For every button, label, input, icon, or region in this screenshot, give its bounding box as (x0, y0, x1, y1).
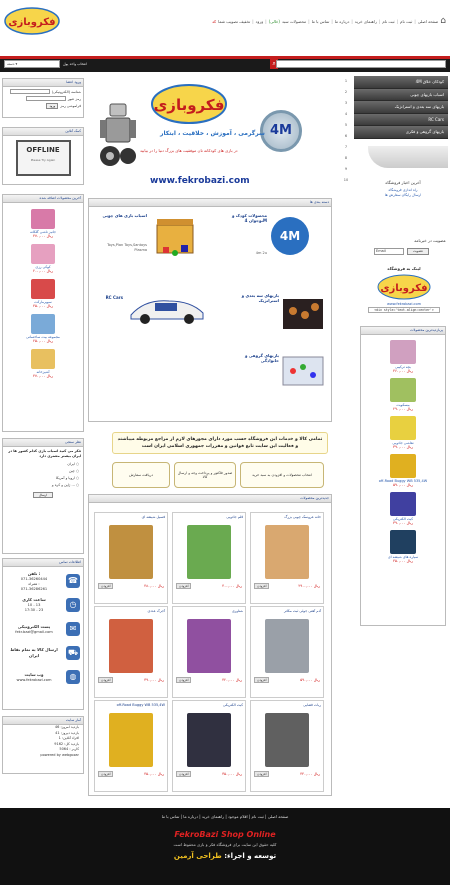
add-to-cart-button[interactable]: افزودن (254, 677, 269, 683)
product-price: ۴۵۰,۰۰۰ ریال (393, 559, 413, 563)
num: 6 (344, 134, 348, 138)
product-name[interactable]: سیاره های شیشه ای (387, 555, 419, 559)
hours-morning: 10 - 13 (27, 603, 41, 607)
top-navigation: ⌂ صفحه اصلی | ثبت نام | ثبت نام | راهنمای خرید | درباره ما | تماس با ما | محصولات سبد (خالی) | ورود | تخفیف تصویب شما کد (212, 16, 446, 26)
product-image[interactable] (187, 619, 231, 673)
product-image[interactable] (187, 713, 231, 767)
support-title: کمک آنلاین (3, 128, 83, 136)
designer-name: طراحی آرمین (173, 852, 222, 860)
product-price: ۲۹۰,۰۰۰ ریال (393, 407, 413, 411)
stats-box (2, 716, 84, 774)
robot-toy-image (98, 100, 138, 170)
board-game-image (281, 351, 325, 391)
list-item[interactable] (361, 454, 445, 487)
product-card[interactable] (94, 512, 168, 604)
product-price: ۳۹۰,۰۰۰ ریال (393, 445, 413, 449)
nav-contact[interactable]: تماس با ما (311, 18, 330, 24)
offline-subtext: Please Try Again (30, 158, 56, 162)
wooden-toy-image (153, 217, 197, 257)
product-price: ۳۵۰,۰۰۰ ریال (222, 772, 242, 776)
category-title[interactable]: بازیهای گروهی و خانوادگی (244, 353, 279, 363)
store-logo[interactable] (376, 273, 432, 301)
latest-products-box (2, 194, 84, 432)
product-card[interactable] (94, 606, 168, 698)
nav-code: کد (212, 18, 217, 24)
product-name[interactable]: نقاشی جادویی (392, 441, 414, 445)
site-logo[interactable] (4, 6, 60, 36)
step-receive-order (112, 462, 170, 488)
home-icon[interactable]: ⌂ (440, 16, 446, 26)
product-price: ۲۰۰,۰۰۰ ریال (33, 269, 53, 273)
category-title[interactable]: اسباب بازی های چوبی (102, 213, 147, 218)
product-price: ۴۸۰,۰۰۰ ریال (144, 584, 164, 588)
list-item[interactable] (3, 349, 83, 378)
num: 9 (344, 167, 348, 171)
stat-row: کاربر : 5064 (59, 747, 79, 751)
banner-logo (150, 82, 228, 127)
contact-box (2, 558, 84, 710)
4m-logo-icon: 4M (271, 217, 309, 255)
product-name[interactable]: بیسکویت (396, 403, 410, 407)
product-price: ۳۹۰,۰۰۰ ریال (144, 678, 164, 682)
popular-products-box (360, 326, 446, 626)
password-label: رمز عبور (67, 96, 81, 101)
currency-label: انتخاب واحد پول (63, 62, 87, 66)
currency-select-value: دسته (7, 62, 15, 66)
password-input[interactable] (26, 96, 66, 101)
stat-row: بازدید دیروز: 41 (55, 730, 79, 735)
product-name[interactable]: مجموعه بیت ساختمانی (26, 335, 60, 339)
step-label: دریافت سفارش (129, 473, 153, 477)
list-item[interactable] (3, 209, 83, 238)
add-to-cart-button[interactable]: افزودن (98, 583, 113, 589)
news-item[interactable]: ارسال رایگان سفارش ها (384, 193, 422, 197)
product-thumb[interactable] (31, 209, 55, 229)
poll-submit-button[interactable]: ارسال (33, 492, 53, 498)
nav-signup[interactable]: ثبت نام (382, 18, 395, 24)
product-price: ۵۹۰,۰۰۰ ریال (393, 483, 413, 487)
menu-item-family[interactable]: بازیهای گروهی و فکری (354, 126, 448, 139)
poll-question: فکر می کنید اسباب بازی کدام کشور ها در ایران بیشتر مشتری دارد (8, 449, 81, 458)
offline-text: OFFLINE (26, 146, 60, 154)
email-address[interactable]: fekr.bazi@gmail.com (15, 629, 53, 634)
poll-option-label: اروپا و آمریکا (55, 476, 75, 480)
mobile-label: همراه : (28, 581, 40, 586)
poll-option[interactable]: ایران ○ (67, 462, 79, 466)
news-title: آخرین اخبار فروشگاه (385, 180, 421, 185)
login-button[interactable]: ورود (46, 103, 58, 109)
store-logo-text: فکروبازی (380, 283, 428, 294)
latest-title: آخرین محصولات اضافه شده (3, 195, 83, 203)
product-name[interactable]: بچه ترکیبی (395, 365, 411, 369)
cart-status: (خالی) (268, 18, 280, 24)
step-label: صدور فاکتور و پرداخت وجه و ارسال کالا (177, 471, 233, 479)
product-name[interactable]: آجرک عددی (147, 609, 165, 613)
product-price: ۴۵۰,۰۰۰ ریال (33, 304, 53, 308)
product-image[interactable] (265, 525, 309, 579)
add-to-cart-button[interactable]: افزودن (254, 771, 269, 777)
product-price: ۴۷۰,۰۰۰ ریال (33, 374, 53, 378)
phone-number: 071-36260444 (20, 576, 48, 581)
banner-tagline: سرگرمی ، آموزش ، خلاقیت ، ابتکار (160, 130, 265, 137)
product-thumb[interactable] (390, 530, 416, 554)
list-item[interactable] (361, 340, 445, 373)
menu-footer-decoration (368, 146, 448, 168)
nav-discount[interactable]: تخفیف تصویب شما (218, 18, 251, 24)
product-image[interactable] (187, 525, 231, 579)
poll-option-label: ایران (67, 462, 75, 466)
num: 10 (343, 178, 349, 182)
banner-subtagline: در بازی های کودکانه تان موفقیت های بزرگ دنیا را در بیابید (140, 148, 238, 153)
product-thumb[interactable] (390, 340, 416, 364)
product-image[interactable] (265, 713, 309, 767)
banner-url[interactable]: www.fekrobazi.com (150, 176, 250, 186)
newsletter-email-input[interactable]: Email (374, 248, 404, 255)
product-name[interactable]: off-Road Buggy WB 535,4W (116, 703, 165, 707)
category-3d-strategy[interactable] (239, 291, 329, 335)
poll-option[interactable]: چین ○ (68, 469, 79, 473)
num: 3 (344, 101, 348, 105)
list-item[interactable] (361, 530, 445, 563)
product-card[interactable] (172, 606, 246, 698)
rc-car-image (125, 291, 209, 327)
poll-box (2, 438, 84, 554)
stat-row: بازدید امروز: 46 (54, 725, 79, 729)
product-thumb[interactable] (31, 244, 55, 264)
category-subtitle: Toys,Plan Toys,Santoys Plasma (107, 243, 147, 252)
username-input[interactable] (10, 89, 50, 94)
footer-copyright: کلیه حقوق این سایت برای فروشگاه فکر و بازی محفوظ است (173, 842, 277, 847)
product-name[interactable]: کوکی رزی (35, 265, 51, 269)
num: 1 (344, 79, 348, 83)
num: 5 (344, 123, 348, 127)
footer-designer[interactable] (0, 852, 450, 860)
product-name[interactable]: جانیز ناشی گلکانه (30, 230, 56, 234)
add-to-cart-button[interactable]: افزودن (176, 771, 191, 777)
category-title[interactable]: RC Cars (105, 295, 123, 300)
product-image[interactable] (109, 525, 153, 579)
product-price: ۳۹۰,۰۰۰ ریال (393, 521, 413, 525)
categories-title: دسته بندی ها (89, 199, 331, 207)
stat-row: بازدید کل: 9162 (54, 741, 79, 746)
shipping-text: ارسال کالا به تمام نقاط ایران (10, 647, 58, 658)
product-price: ۴۷۰,۰۰۰ ریال (33, 234, 53, 238)
product-image[interactable] (109, 713, 153, 767)
link-url[interactable]: www.fekrobazi.com (386, 302, 422, 306)
web-address[interactable]: www.fekrobazi.com (16, 677, 52, 682)
num: 2 (344, 90, 348, 94)
contact-title: اطلاعات تماس (3, 559, 83, 567)
menu-item-wooden[interactable]: اسباب بازیهای چوبی (354, 89, 448, 102)
nav-login[interactable]: ورود (255, 18, 264, 24)
list-item[interactable] (3, 244, 83, 273)
banner-logo-text: فکروبازی (153, 96, 225, 114)
add-to-cart-button[interactable]: افزودن (254, 583, 269, 589)
phone-number-2: 071-36286261 (20, 586, 48, 591)
product-name[interactable]: ربات فضایی (303, 703, 321, 707)
product-price: ۲۹۰۰,۰۰۰ ریال (298, 584, 320, 588)
product-thumb[interactable] (390, 378, 416, 402)
product-price: ۵۹۰,۰۰۰ ریال (300, 678, 320, 682)
product-price: ۲۵۰,۰۰۰ ریال (33, 339, 53, 343)
product-price: ۴۲۰,۰۰۰ ریال (222, 678, 242, 682)
new-products-title: جدیدترین محصولات (89, 495, 331, 503)
email-label: پست الکترونیکی (17, 623, 51, 629)
nav-register[interactable]: ثبت نام (400, 18, 413, 24)
login-title: ورود اعضا (3, 79, 83, 87)
product-name[interactable]: کیت الکتریکی (222, 703, 243, 707)
nav-cart[interactable]: محصولات سبد (281, 18, 307, 24)
search-button[interactable]: ⌕ (270, 59, 278, 69)
category-family-games[interactable] (239, 349, 329, 397)
product-name[interactable]: آشپزخانه (36, 370, 50, 374)
stat-row[interactable]: powered by webgozar (40, 752, 79, 757)
product-name[interactable]: قلم جادویی (226, 515, 243, 519)
phone-icon: ☎ (66, 574, 80, 588)
product-card[interactable] (250, 606, 324, 698)
product-card[interactable] (172, 512, 246, 604)
stats-title: آمار سایت (3, 717, 83, 725)
link-code-field[interactable]: <div style='text-align:center'> (368, 307, 440, 313)
add-to-cart-button[interactable]: افزودن (98, 677, 113, 683)
menu-item-4m[interactable]: 4M کودکان خلاق (354, 76, 448, 89)
category-4m[interactable] (209, 211, 325, 281)
category-wooden-toys[interactable] (99, 211, 199, 281)
news-box (360, 180, 446, 198)
category-title[interactable]: محصولات کودک و نوجوان 4M (231, 213, 267, 223)
category-rc-cars[interactable] (99, 291, 209, 331)
product-thumb[interactable] (390, 492, 416, 516)
poll-option-label: ژاپن و کره و ... (51, 483, 75, 487)
newsletter-subscribe-button[interactable]: عضویت (407, 248, 429, 255)
newsletter-title: عضویت در خبرنامه (414, 238, 446, 243)
logo-text: فکروبازی (8, 17, 56, 28)
product-name[interactable]: آدم آهنی جوئی ثبت مکاتر (283, 609, 321, 613)
nav-guide[interactable]: راهنمای خرید (354, 18, 377, 24)
step-choose-products (240, 462, 324, 488)
offline-sign[interactable] (16, 140, 71, 176)
stat-row: افراد آنلاین: 1 (58, 736, 79, 740)
footer-nav[interactable]: صفحه اصلی | ثبت نام | اقلام موجود | راهنمای خرید | درباره ما | تماس با ما (161, 814, 289, 819)
clock-icon: ◷ (66, 598, 80, 612)
list-item[interactable] (3, 314, 83, 343)
step-label: انتخاب محصولات و افزودن به سبد خرید (252, 473, 312, 477)
strategy-game-image (281, 293, 325, 333)
search-input[interactable] (276, 60, 446, 68)
phone-label: تلفن : (27, 570, 41, 576)
product-thumb[interactable] (390, 454, 416, 478)
footer-brand: FekroBazi Shop Online (174, 830, 276, 839)
list-item[interactable] (361, 378, 445, 411)
num: 8 (344, 156, 348, 160)
product-card[interactable] (94, 700, 168, 792)
hours-evening: 17:30 - 23 (24, 608, 44, 612)
product-card[interactable] (250, 512, 324, 604)
product-thumb[interactable] (31, 314, 55, 334)
product-price: ۴۴۰,۰۰۰ ریال (300, 772, 320, 776)
list-item[interactable] (361, 416, 445, 449)
poll-option[interactable]: اروپا و آمریکا ○ (55, 476, 79, 480)
add-to-cart-button[interactable]: افزودن (176, 677, 191, 683)
product-image[interactable] (265, 619, 309, 673)
list-item[interactable] (361, 492, 445, 525)
4m-badge: 4M (260, 110, 302, 152)
link-to-store-box (362, 264, 446, 320)
menu-item-rc[interactable]: RC Cars (354, 114, 448, 127)
product-card[interactable] (172, 700, 246, 792)
news-item[interactable]: راه اندازی فروشگاه (388, 188, 418, 192)
mail-icon: ✉ (66, 622, 80, 636)
add-to-cart-button[interactable]: افزودن (98, 771, 113, 777)
add-to-cart-button[interactable]: افزودن (176, 583, 191, 589)
list-item[interactable] (3, 279, 83, 308)
categories-box (88, 198, 332, 422)
poll-title: نظر سنجی (3, 439, 83, 447)
product-name[interactable]: خانه عروسک چوبی بزرگ (284, 515, 321, 519)
product-name[interactable]: سوپرمارکت (34, 300, 52, 304)
menu-item-3d[interactable]: بازیهای سه بعدی و استراتژیک (354, 101, 448, 114)
nav-about[interactable]: درباره ما (334, 18, 350, 24)
product-card[interactable] (250, 700, 324, 792)
legal-notice: تمامی کالا و خدمات این فروشگاه حسب مورد دارای مجوزهای لازم از مراجع مربوطه میباشند و فعالیت این سایت تابع قوانین و مقررات جمهوری اسلامی ایران است (112, 432, 328, 454)
globe-icon: ◍ (66, 670, 80, 684)
poll-option[interactable]: ژاپن و کره و ... ○ (51, 483, 79, 487)
product-price: ۴۶۰,۰۰۰ ریال (393, 369, 413, 373)
poll-option-label: چین (68, 469, 75, 473)
live-support-box (2, 127, 84, 185)
category-title[interactable]: بازیهای سه بعدی و استراتژیک (241, 293, 279, 303)
product-name[interactable]: شناوری (231, 609, 243, 613)
product-name[interactable]: off-Road Buggy WB 535,4W (378, 479, 428, 483)
num: 4 (344, 112, 348, 116)
nav-home[interactable]: صفحه اصلی (417, 18, 439, 24)
hours-label: ساعت کاری (22, 597, 46, 602)
designer-prefix: توسعه و اجراء: (224, 852, 277, 860)
forgot-password-link[interactable]: فراموشی رمز (60, 104, 81, 108)
category-subtitle: 4m 2u (255, 251, 267, 255)
product-thumb[interactable] (31, 349, 55, 369)
currency-select[interactable]: دسته ▾ (4, 60, 60, 68)
category-numbers (342, 76, 350, 186)
login-box (2, 78, 84, 118)
step-invoice-payment (174, 462, 236, 488)
product-thumb[interactable] (31, 279, 55, 299)
product-image[interactable] (109, 619, 153, 673)
truck-icon: ⛟ (66, 646, 80, 660)
web-label: وب سایت (24, 671, 44, 677)
product-thumb[interactable] (390, 416, 416, 440)
product-name[interactable]: فسیل شیشه ای (141, 515, 165, 519)
num: 7 (344, 145, 348, 149)
popular-title: پربازدیدترین محصولات (361, 327, 445, 335)
product-price: ۴۵۰,۰۰۰ ریال (144, 772, 164, 776)
username-label: شناسه (الکترونیکی) (51, 89, 81, 94)
product-price: ۴۰۰,۰۰۰ ریال (222, 584, 242, 588)
link-title: لینک به فروشگاه (387, 266, 421, 271)
product-name[interactable]: کیت الکتریکی (392, 517, 414, 521)
